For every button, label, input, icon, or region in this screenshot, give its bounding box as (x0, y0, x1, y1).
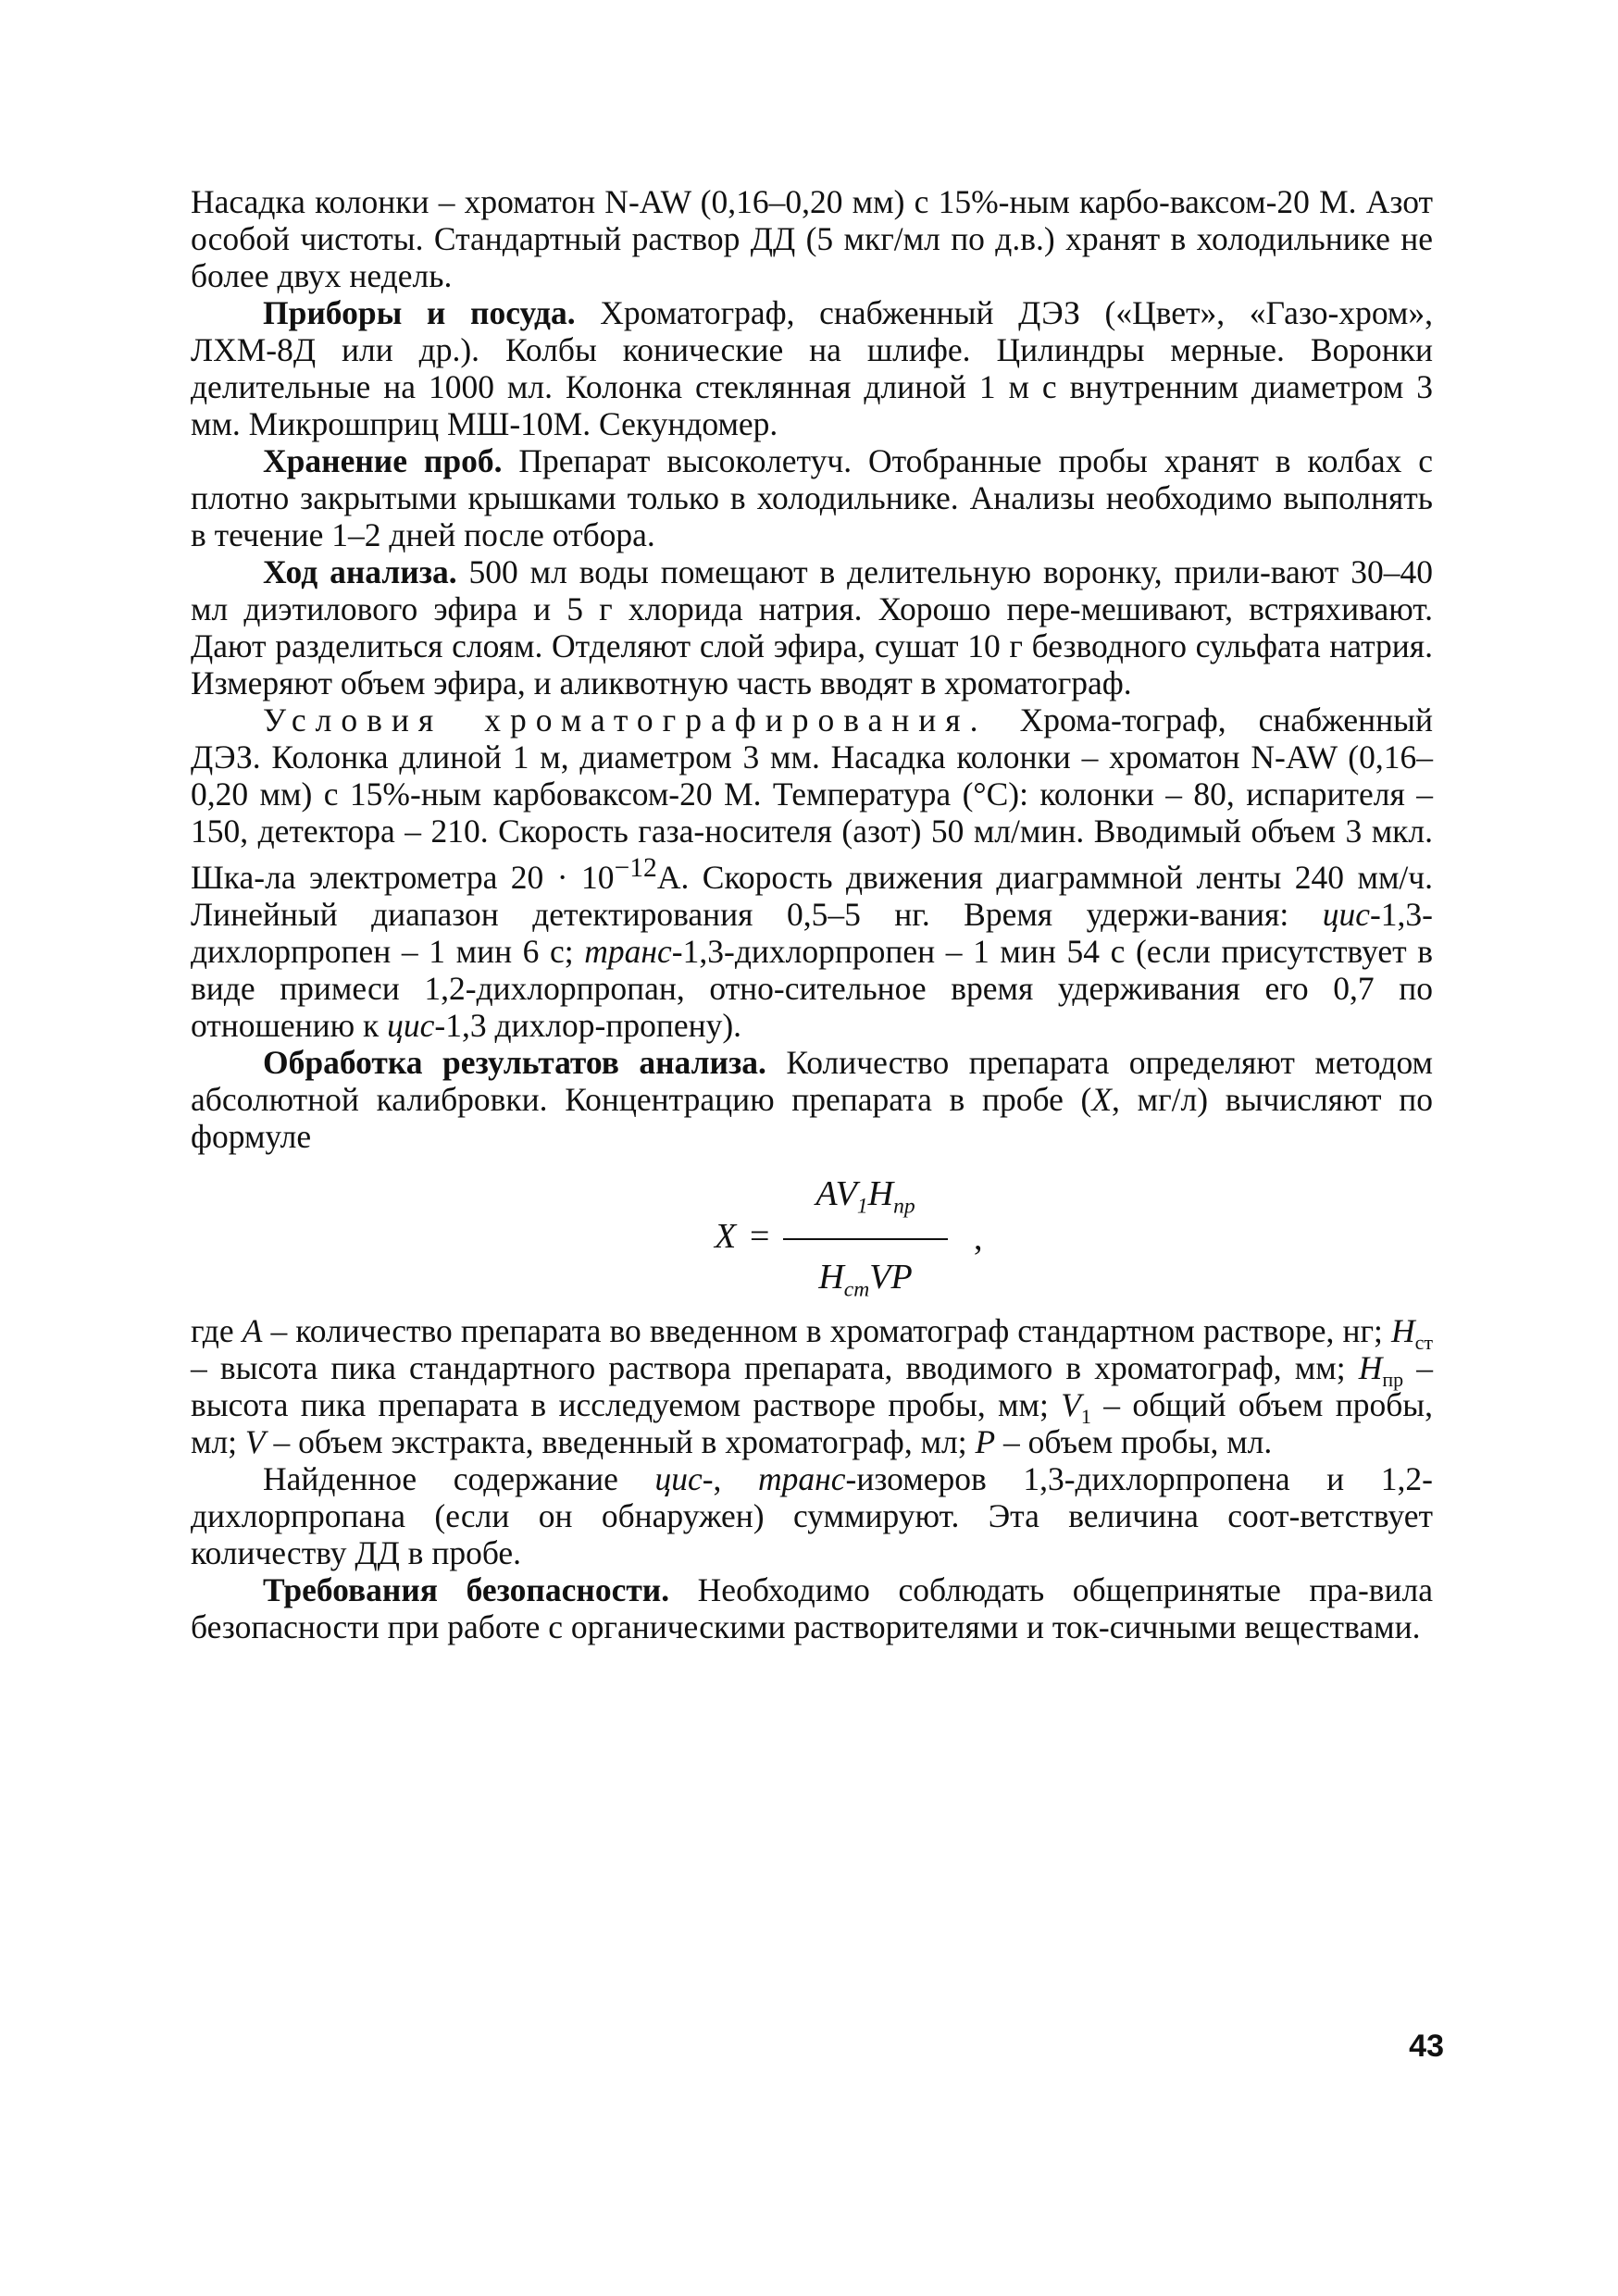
legend-h-pr-sub: пр (1382, 1367, 1404, 1391)
concentration-formula (191, 1168, 1433, 1307)
formula-den-sub: ст (843, 1277, 870, 1302)
conditions-text-c: -1,3-дихлорпропен – 1 мин 6 с; (191, 895, 1433, 970)
formula-den-h: H (818, 1257, 844, 1297)
formula-fraction-bar (783, 1238, 948, 1240)
formula-num-sub1: 1 (856, 1194, 868, 1219)
paragraph-procedure (191, 553, 1433, 701)
results-x: X (1091, 1080, 1113, 1118)
results-text: Количество препарата определяют методом абсолютной калибровки. Концентрацию препарата в пробе ( (191, 1043, 1433, 1118)
formula-numerator (783, 1173, 948, 1219)
legend-text-a: где (191, 1311, 243, 1349)
conditions-cis-1: цис (1322, 895, 1370, 933)
summation-text-b: , (713, 1459, 759, 1497)
procedure-heading: Ход анализа. (263, 553, 457, 590)
safety-heading: Требования безопасности. (263, 1570, 670, 1608)
legend-v: V (244, 1422, 266, 1460)
page-number: 43 (1409, 2029, 1444, 2064)
paragraph-legend (191, 1312, 1433, 1460)
sample-storage-text: Препарат высоколетуч. Отобранные пробы хранят в колбах с плотно закрытыми крышками только в холодильнике. Анализы необходимо выполнять в течение 1–2 дней после отбора. (191, 442, 1433, 553)
legend-p: Р (975, 1422, 996, 1460)
legend-text-d: – высота пика препарата в исследуемом растворе пробы, мм; (191, 1348, 1434, 1423)
paragraph-packing-text: Насадка колонки – хроматон N-AW (0,16–0,20 мм) с 15%-ным карбо-ваксом-20 М. Азот особой чистоты. Стандартный раствор ДД (5 мкг/мл по д.в.) хранят в холодильнике не более двух недель. (191, 183, 1433, 294)
legend-v1-sub: 1 (1080, 1404, 1091, 1428)
body-text (191, 183, 1433, 1645)
legend-h-pr: Н (1358, 1348, 1383, 1386)
procedure-text: 500 мл воды помещают в делительную воронку, прили-вают 30–40 мл диэтилового эфира и 5 г хлорида натрия. Хорошо пере-мешивают, встряхивают. Дают разделиться слоям. Отделяют слой эфира, сушат 10 г безводного сульфата натрия. Измеряют объем эфира, и аликвотную часть вводят в хроматограф. (191, 553, 1434, 701)
formula-num-h: H (867, 1173, 894, 1213)
formula-trailing-comma: , (974, 1218, 983, 1258)
summation-trans: транс (758, 1459, 846, 1497)
paragraph-packing (191, 183, 1433, 294)
legend-text-f: – объем экстракта, введенный в хроматограф, мл; (265, 1422, 976, 1460)
results-heading: Обработка результатов анализа. (263, 1043, 766, 1081)
conditions-text-e: -1,3 дихлор-пропену). (434, 1006, 742, 1044)
formula-num-sub2: пр (893, 1194, 915, 1219)
summation-text-a: Найденное содержание (263, 1459, 655, 1497)
legend-text-e: – общий объем пробы, мл; (191, 1385, 1434, 1460)
legend-a: А (242, 1311, 263, 1349)
conditions-exponent: −12 (614, 853, 657, 883)
paragraph-safety (191, 1571, 1433, 1645)
conditions-cis-2: цис (387, 1006, 435, 1044)
legend-h-st: Н (1390, 1311, 1415, 1349)
formula-equals: = (750, 1216, 770, 1256)
formula-denominator (783, 1257, 948, 1302)
paragraph-sample-storage (191, 442, 1433, 553)
equipment-text: Хроматограф, снабженный ДЭЗ («Цвет», «Газо-хром», ЛХМ-8Д или др.). Колбы конические на шлифе. Цилиндры мерные. Воронки делительные на 1000 мл. Колонка стеклянная длиной 1 м с внутренним диаметром 3 мм. Микрошприц МШ-10М. Секундомер. (191, 294, 1433, 442)
conditions-text-a: Хрома-тограф, снабженный ДЭЗ. Колонка длиной 1 м, диаметром 3 мм. Насадка колонки – хроматон N-AW (0,16–0,20 мм) с 15%-ным карбоваксом-20 М. Температура (°С): колонки – 80, испарителя – 150, детектора – 210. Скорость газа-носителя (азот) 50 мл/мин. Вводимый объем 3 мкл. Шка-ла электрометра 20 · 10 (191, 701, 1433, 896)
safety-text: Необходимо соблюдать общепринятые пра-вила безопасности при работе с органическими растворителями и ток-сичными веществами. (191, 1570, 1433, 1645)
legend-text-c: – высота пика стандартного раствора препарата, вводимого в хроматограф, мм; (191, 1348, 1359, 1386)
conditions-text-b: А. Скорость движения диаграммной ленты 240 мм/ч. Линейный диапазон детектирования 0,5–5 нг. Время удержи-вания: (191, 858, 1433, 933)
formula-num-main: AV (815, 1173, 857, 1213)
summation-text-c: -изомеров 1,3-дихлорпропена и 1,2-дихлорпропана (если он обнаружен) суммируют. Эта величина соот-ветствует количеству ДД в пробе. (191, 1459, 1433, 1571)
legend-v1: V (1061, 1385, 1081, 1423)
sample-storage-heading: Хранение проб. (263, 442, 503, 479)
conditions-heading: Условия хроматографирования. (263, 701, 988, 738)
equipment-heading: Приборы и посуда. (263, 294, 576, 331)
summation-cis: цис- (654, 1459, 714, 1497)
conditions-trans-1: транс (584, 932, 672, 970)
legend-text-b: – количество препарата во введенном в хроматограф стандартном растворе, нг; (262, 1311, 1391, 1349)
results-text-end: , мг/л) вычисляют по формуле (191, 1080, 1433, 1155)
paragraph-results-processing (191, 1044, 1433, 1155)
formula-den-rest: VP (869, 1257, 913, 1297)
legend-text-g: – объем пробы, мл. (995, 1422, 1273, 1460)
legend-h-st-sub: ст (1414, 1330, 1433, 1354)
conditions-text-d: -1,3-дихлорпропен – 1 мин 54 с (если присутствует в виде примеси 1,2-дихлорпропан, отно-сительное время удерживания его 0,7 по отношению к (191, 932, 1433, 1044)
paragraph-summation (191, 1460, 1433, 1571)
paragraph-chromatography-conditions (191, 701, 1433, 1044)
formula-lhs: X (715, 1216, 737, 1256)
paragraph-equipment (191, 294, 1433, 442)
